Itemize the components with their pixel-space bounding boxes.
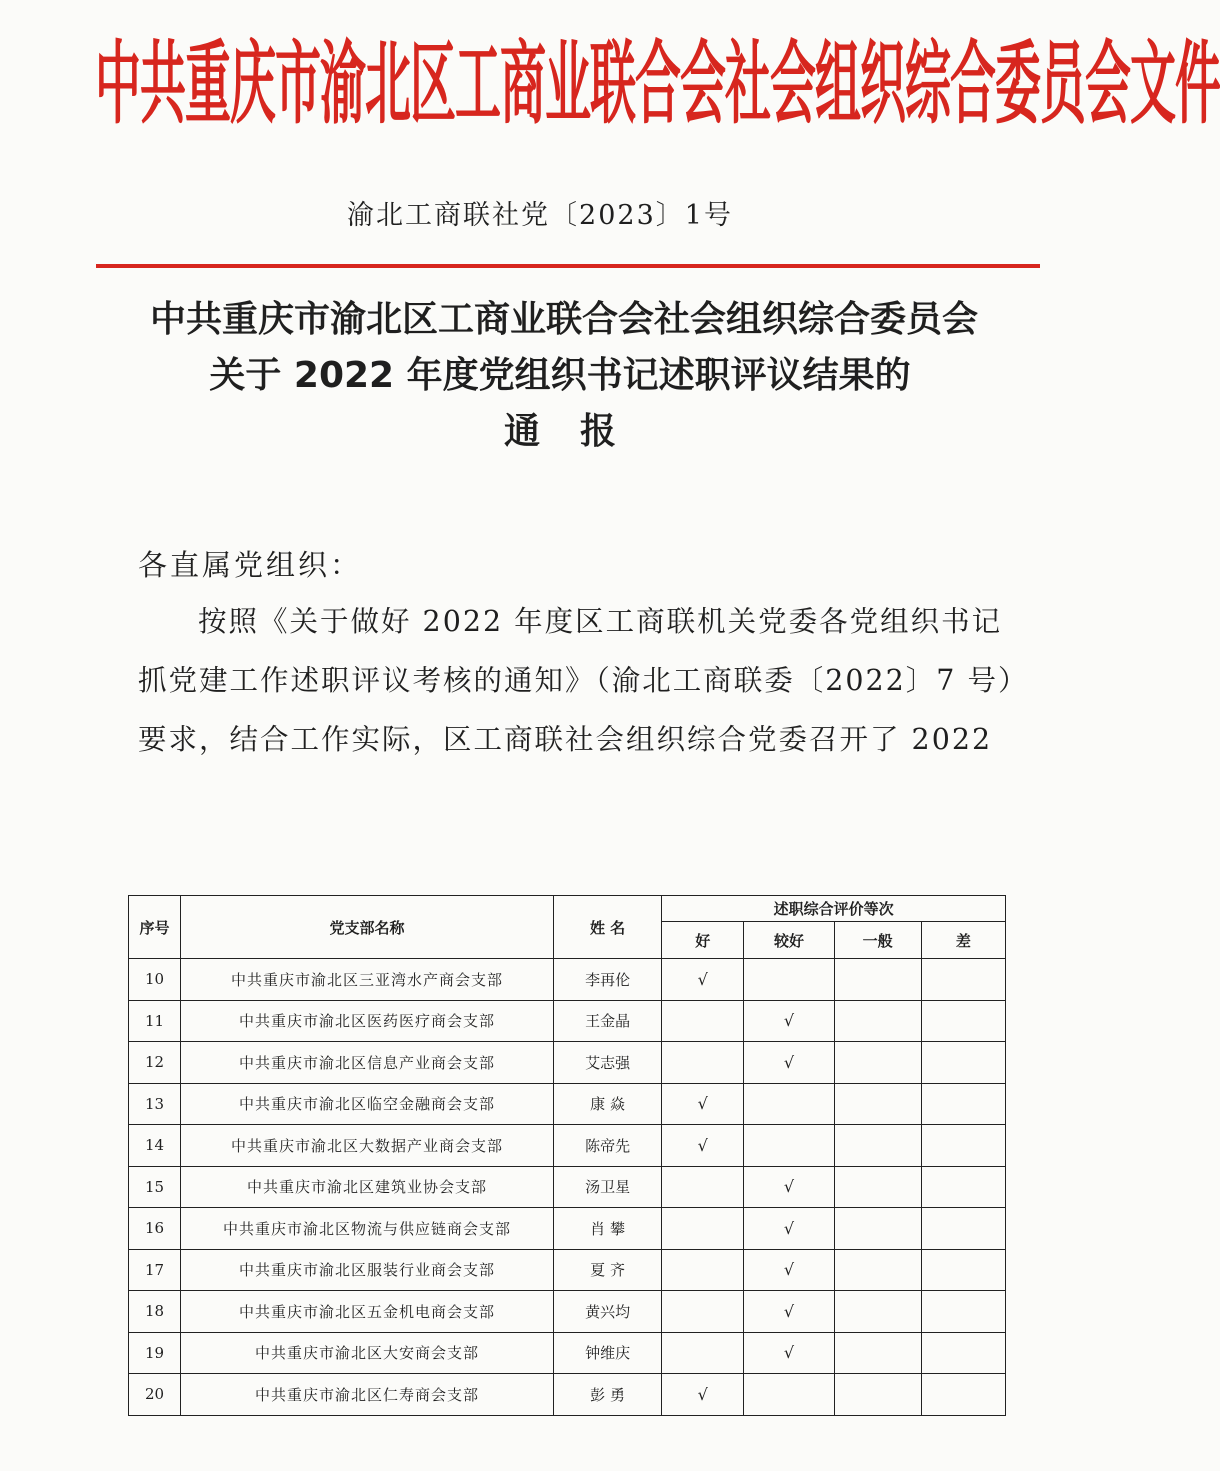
header-branch-name: 党支部名称 [181, 896, 554, 959]
table-row [129, 1166, 1006, 1208]
row-grade-cell [834, 1291, 921, 1333]
row-grade-cell [662, 1291, 744, 1333]
row-person-name: 汤卫星 [553, 1166, 661, 1208]
table-row [129, 1083, 1006, 1125]
table-row [129, 1125, 1006, 1167]
row-grade-cell [834, 1000, 921, 1042]
row-serial-number: 13 [129, 1083, 181, 1125]
row-grade-cell: √ [662, 1374, 744, 1416]
row-grade-cell [921, 959, 1005, 1001]
table-row [129, 1374, 1006, 1416]
evaluation-results-table [128, 895, 1006, 1416]
row-serial-number: 14 [129, 1125, 181, 1167]
table-row [129, 1332, 1006, 1374]
row-grade-cell [662, 1332, 744, 1374]
row-person-name: 黄兴均 [553, 1291, 661, 1333]
header-grade-fairly-good: 较好 [744, 922, 834, 959]
row-grade-cell [834, 959, 921, 1001]
row-grade-cell [921, 1332, 1005, 1374]
row-serial-number: 19 [129, 1332, 181, 1374]
row-serial-number: 16 [129, 1208, 181, 1250]
header-evaluation-grade: 述职综合评价等次 [662, 896, 1006, 922]
row-grade-cell [744, 1374, 834, 1416]
row-grade-cell [921, 1083, 1005, 1125]
row-grade-cell [834, 1083, 921, 1125]
row-serial-number: 15 [129, 1166, 181, 1208]
row-grade-cell [921, 1291, 1005, 1333]
row-branch-name: 中共重庆市渝北区医药医疗商会支部 [181, 1000, 554, 1042]
row-grade-cell [834, 1374, 921, 1416]
header-grade-poor: 差 [921, 922, 1005, 959]
row-grade-cell: √ [744, 1208, 834, 1250]
row-branch-name: 中共重庆市渝北区三亚湾水产商会支部 [181, 959, 554, 1001]
row-serial-number: 10 [129, 959, 181, 1001]
row-grade-cell [744, 1125, 834, 1167]
body-line-2: 抓党建工作述职评议考核的通知》（渝北工商联委〔2022〕7 号） [138, 664, 1029, 697]
row-person-name: 陈帝先 [553, 1125, 661, 1167]
row-serial-number: 12 [129, 1042, 181, 1084]
row-grade-cell [662, 1208, 744, 1250]
row-grade-cell [662, 1000, 744, 1042]
row-grade-cell: √ [662, 1125, 744, 1167]
body-line-1: 按照《关于做好 2022 年度区工商联机关党委各党组织书记 [198, 605, 1003, 638]
table-row [129, 1208, 1006, 1250]
row-grade-cell [744, 959, 834, 1001]
row-person-name: 夏 齐 [553, 1249, 661, 1291]
table-body [129, 959, 1006, 1416]
row-person-name: 彭 勇 [553, 1374, 661, 1416]
row-branch-name: 中共重庆市渝北区五金机电商会支部 [181, 1291, 554, 1333]
table-row [129, 1249, 1006, 1291]
row-person-name: 艾志强 [553, 1042, 661, 1084]
header-serial-number: 序号 [129, 896, 181, 959]
row-grade-cell [921, 1249, 1005, 1291]
row-person-name: 李再伦 [553, 959, 661, 1001]
document-number: 渝北工商联社党〔2023〕1号 [347, 200, 733, 231]
row-branch-name: 中共重庆市渝北区服装行业商会支部 [181, 1249, 554, 1291]
row-grade-cell [834, 1208, 921, 1250]
row-grade-cell [921, 1208, 1005, 1250]
row-grade-cell [834, 1166, 921, 1208]
body-line-3: 要求，结合工作实际，区工商联社会组织综合党委召开了 2022 [138, 723, 993, 756]
row-branch-name: 中共重庆市渝北区大安商会支部 [181, 1332, 554, 1374]
table-row [129, 1000, 1006, 1042]
row-branch-name: 中共重庆市渝北区大数据产业商会支部 [181, 1125, 554, 1167]
row-grade-cell [834, 1042, 921, 1084]
row-grade-cell: √ [662, 1083, 744, 1125]
salutation: 各直属党组织： [138, 548, 363, 582]
notice-title [150, 292, 979, 460]
header-grade-good: 好 [662, 922, 744, 959]
row-grade-cell [834, 1125, 921, 1167]
row-person-name: 钟维庆 [553, 1332, 661, 1374]
row-person-name: 康 焱 [553, 1083, 661, 1125]
page-gap [0, 800, 1080, 880]
row-grade-cell [921, 1166, 1005, 1208]
table-row [129, 1042, 1006, 1084]
row-person-name: 肖 攀 [553, 1208, 661, 1250]
table-row [129, 1291, 1006, 1333]
row-serial-number: 17 [129, 1249, 181, 1291]
row-grade-cell [921, 1000, 1005, 1042]
red-divider-line [96, 264, 1040, 268]
row-grade-cell [921, 1042, 1005, 1084]
row-grade-cell: √ [744, 1249, 834, 1291]
row-serial-number: 11 [129, 1000, 181, 1042]
row-grade-cell: √ [744, 1291, 834, 1333]
row-grade-cell [921, 1125, 1005, 1167]
row-branch-name: 中共重庆市渝北区信息产业商会支部 [181, 1042, 554, 1084]
row-grade-cell [834, 1249, 921, 1291]
header-grade-average: 一般 [834, 922, 921, 959]
row-grade-cell [662, 1249, 744, 1291]
row-grade-cell [662, 1166, 744, 1208]
notice-title-line-2: 关于 2022 年度党组织书记述职评议结果的 [209, 355, 911, 396]
row-grade-cell: √ [744, 1332, 834, 1374]
row-branch-name: 中共重庆市渝北区仁寿商会支部 [181, 1374, 554, 1416]
document-header-title: 中共重庆市渝北区工商业联合会社会组织综合委员会文件 [95, 30, 1220, 137]
row-person-name: 王金晶 [553, 1000, 661, 1042]
row-grade-cell: √ [744, 1042, 834, 1084]
row-branch-name: 中共重庆市渝北区物流与供应链商会支部 [181, 1208, 554, 1250]
row-grade-cell [662, 1042, 744, 1084]
row-grade-cell: √ [744, 1166, 834, 1208]
table-row [129, 959, 1006, 1001]
row-grade-cell: √ [662, 959, 744, 1001]
row-grade-cell: √ [744, 1000, 834, 1042]
row-branch-name: 中共重庆市渝北区临空金融商会支部 [181, 1083, 554, 1125]
row-grade-cell [921, 1374, 1005, 1416]
header-person-name: 姓 名 [553, 896, 661, 959]
body-paragraph [138, 592, 1029, 769]
row-serial-number: 20 [129, 1374, 181, 1416]
row-serial-number: 18 [129, 1291, 181, 1333]
notice-title-line-1: 中共重庆市渝北区工商业联合会社会组织综合委员会 [150, 299, 979, 340]
row-branch-name: 中共重庆市渝北区建筑业协会支部 [181, 1166, 554, 1208]
row-grade-cell [834, 1332, 921, 1374]
row-grade-cell [744, 1083, 834, 1125]
notice-title-line-3: 通报 [503, 411, 656, 452]
